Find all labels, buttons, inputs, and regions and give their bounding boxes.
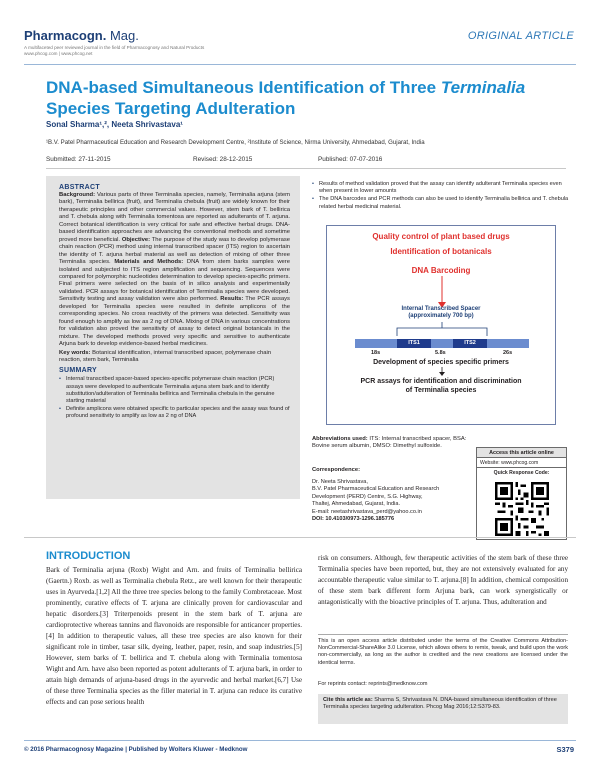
figure-title: Quality control of plant based drugs: [372, 232, 510, 241]
abbreviations: Abbreviations used: ITS: Internal transcribed spacer, BSA: Bovine serum albumin, DMSO: Dimethyl sulfoxide.: [312, 436, 467, 450]
summary-list: [59, 376, 290, 420]
citation-box: Cite this article as: Sharma S, Shrivastava N. DNA-based simultaneous identification of three Terminalia species targeting adulteration. Phcog Mag 2016;12:S379-83.: [318, 694, 568, 724]
abstract-box: [46, 176, 300, 499]
footer-divider: [24, 740, 576, 741]
correspondence: Dr. Neeta Shrivastava, B.V. Patel Pharmaceutical Education and Research Development (PERD) Centre, S.G. Highway, Thaltej, Ahmedabad, Gujarat, India. E-mail: neetashrivastava_perd@yahoo.co.in DOI: 10.4103/0973-1296.185776: [312, 479, 472, 523]
access-box: [476, 447, 567, 540]
list-item: • Definite amplicons were obtained specific to particular species and the assay was found of profound sensitivity to amplify as low as 2 ng of DNA: [59, 406, 290, 420]
section-divider: [24, 537, 576, 538]
submitted-date: Submitted: 27-11-2015: [46, 156, 111, 163]
figure-pcr-assays: PCR assays for identification and discrimination of Terminalia species: [360, 378, 522, 394]
abstract-text: Background: Various parts of three Terminalia species, namely, Terminalia arjuna (stem bark), Terminalia bellirica (fruit), and Terminalia chebula (fruit) are widely known for their therapeutic principles and other commercial values. However, stem bark of T. bellirica and T. chebula along with Terminalia tomentosa are reported as adulterants of T. arjuna. Correct botanical identification is very critical for safe and effective herbal drugs. DNA-based identification approaches are advancing the conventional methods and sometime proved more beneficial. Objective: The purpose of the study was to develop polymerase chain reaction (PCR) method using internal transcribed spacer (ITS) region to ascertain the identity of T. arjuna herbal material as well as detection of mixing of other three Terminalia species. Materials and Methods: DNA from stem barks samples were isolated and subjected to ITS region amplification and sequencing. Sequences were compared for polymorphic nucleotides determination to develop species-specific primers. Final primers were selected on the basis of in silico analysis and experimentally validated. PCR assays for botanical identification of Terminalia species were developed. Sensitivity testing and assay validation were also performed. Results: The PCR assays developed for Terminalia species were resulted in definite amplicons of the corresponding species. No cross reactivity of the primers was detected. Sensitivity was found enough to amplify as low as 2 ng of DNA. Mixing of DNA in various concentrations for validation also proved the sensitivity of assay to detect original botanicals in the mixture. The developed methods proved very specific and sensitive to authenticate Arjuna bark to develop evidence-based herbal medicines.: [59, 192, 290, 348]
label-18s: 18s: [371, 350, 381, 356]
article-title: DNA-based Simultaneous Identification of Three Terminalia Species Targeting Adulteration: [46, 78, 526, 118]
its-label: Internal Transcribed Spacer (approximately 700 bp): [401, 306, 481, 319]
summary-list-continued: [312, 181, 570, 212]
its1-segment: ITS1: [397, 339, 431, 348]
published-date: Published: 07-07-2016: [318, 156, 383, 163]
license-note: This is an open access article distributed under the terms of the Creative Commons Attribution-NonCommercial-ShareAlike 3.0 License, which allows others to remix, tweak, and build upon the work non-commercially, as long as the author is credited and the new creations are licensed under the identical terms.: [318, 634, 568, 667]
list-item: • Internal transcribed spacer-based species-specific polymerase chain reaction (PCR) assays were developed to authenticate Terminalia arjuna stem bark and to identify substitution/adulteration of Terminalia bellirica and Terminalia chebula in the genuine starting material: [59, 376, 290, 405]
reprints-contact: For reprints contact: reprints@medknow.com: [318, 681, 428, 687]
gene-26s-segment: [487, 339, 529, 348]
qr-code-icon[interactable]: [495, 482, 549, 536]
gene-18s-segment: [355, 339, 397, 348]
its2-segment: ITS2: [453, 339, 487, 348]
figure-subtitle: Identification of botanicals: [390, 247, 492, 256]
journal-subtitle: A multifaceted peer reviewed journal in the field of Pharmacognosy and Natural Products www.phcog.com | www.phcog.net: [24, 45, 205, 57]
email-link[interactable]: E-mail: neetashrivastava_perd@yahoo.co.in: [312, 508, 422, 515]
abstract-heading: ABSTRACT: [59, 184, 100, 191]
journal-name: Pharmacogn. Mag.: [24, 28, 139, 43]
authors: Sonal Sharma¹,², Neeta Shrivastava¹: [46, 120, 183, 129]
dates-divider: [46, 168, 566, 169]
page-number: S379: [556, 745, 574, 754]
intro-column-2: risk on consumers. Although, few therapeutic activities of the stem bark of these three Terminalia species have been reported, but, they are not extensively evaluated for any accountable therapeutic value similar to T. arjuna.[8] In addition, chemical composition of these stem bark different form Arjuna bark, can work synergistically or antagonistically with the bioactive principles of T. arjuna. Thus, adulteration and: [318, 554, 568, 606]
qr-label: Quick Response Code:: [493, 470, 550, 476]
website-link[interactable]: Website: www.phcog.com: [477, 458, 566, 468]
keywords: Key words: Botanical identification, internal transcribed spacer, polymerase chain reaction, stem bark, Terminalia: [59, 349, 272, 363]
doi-link[interactable]: DOI: 10.4103/0973-1296.185776: [312, 516, 395, 523]
label-58s: 5.8s: [435, 350, 446, 356]
label-26s: 26s: [503, 350, 513, 356]
graphical-abstract: [326, 225, 556, 425]
list-item: • The DNA barcodes and PCR methods can also be used to identify Terminalia bellirica and T. chebula related herbal medicinal material.: [312, 196, 570, 210]
its-bracket: [327, 322, 557, 340]
arrow-down-icon: [327, 367, 557, 377]
footer-publisher: © 2016 Pharmacognosy Magazine | Published by Wolters Kluwer - Medknow: [24, 746, 248, 753]
gene-58s-segment: [431, 339, 453, 348]
figure-dev-primers: Development of species specific primers: [373, 359, 509, 366]
access-heading: Access this article online: [477, 448, 566, 458]
correspondence-heading: Correspondence:: [312, 467, 360, 473]
intro-column-1: Bark of Terminalia arjuna (Roxb) Wight and Arn. and fruits of Terminalia bellirica (Gaertn.) Roxb. as well as Terminalia chebula Retz., are well known for their therapeutic uses in Ayurveda.[1,2] All the three tree species belong to the family Combretaceae. Most prominently, curative effects of T. arjuna are clinically proven for cardiovascular and hepatic disorders.[3] Triterpenoids present in the stem bark of T. arjuna are cardioprotective whereas tannins and flavonoids are responsible for anticancer properties.[4] In addition to therapeutic values, all these tree species are also known for their significant role in timber, tasar silk, dyeing, leather, paper, resin, and soap industries.[5] However, stem barks of T. bellirica and T. chebula along with Terminalia tomentosa Wight and Arn. have also been reported as potent adulterants of T. arjuna bark, in order to attain high demands of arjuna-based drugs in the ayurvedic and herbal market.[6,7] Use of these three Terminalia species as the filler material in T. arjuna can reduce its curative effects and can pose serious health: [46, 566, 302, 706]
summary-heading: SUMMARY: [59, 367, 98, 375]
article-type: ORIGINAL ARTICLE: [467, 30, 574, 42]
affiliation: ¹B.V. Patel Pharmaceutical Education and Research Development Centre, ²Institute of Science, Nirma University, Ahmedabad, Gujarat, India: [46, 139, 425, 146]
revised-date: Revised: 28-12-2015: [193, 156, 253, 163]
intro-heading: INTRODUCTION: [46, 550, 131, 562]
figure-dna-barcoding: DNA Barcoding: [411, 266, 471, 275]
list-item: • Results of method validation proved that the assay can identify adulterant Terminalia species even when present in lower amounts: [312, 181, 570, 195]
header-divider: [24, 64, 576, 65]
